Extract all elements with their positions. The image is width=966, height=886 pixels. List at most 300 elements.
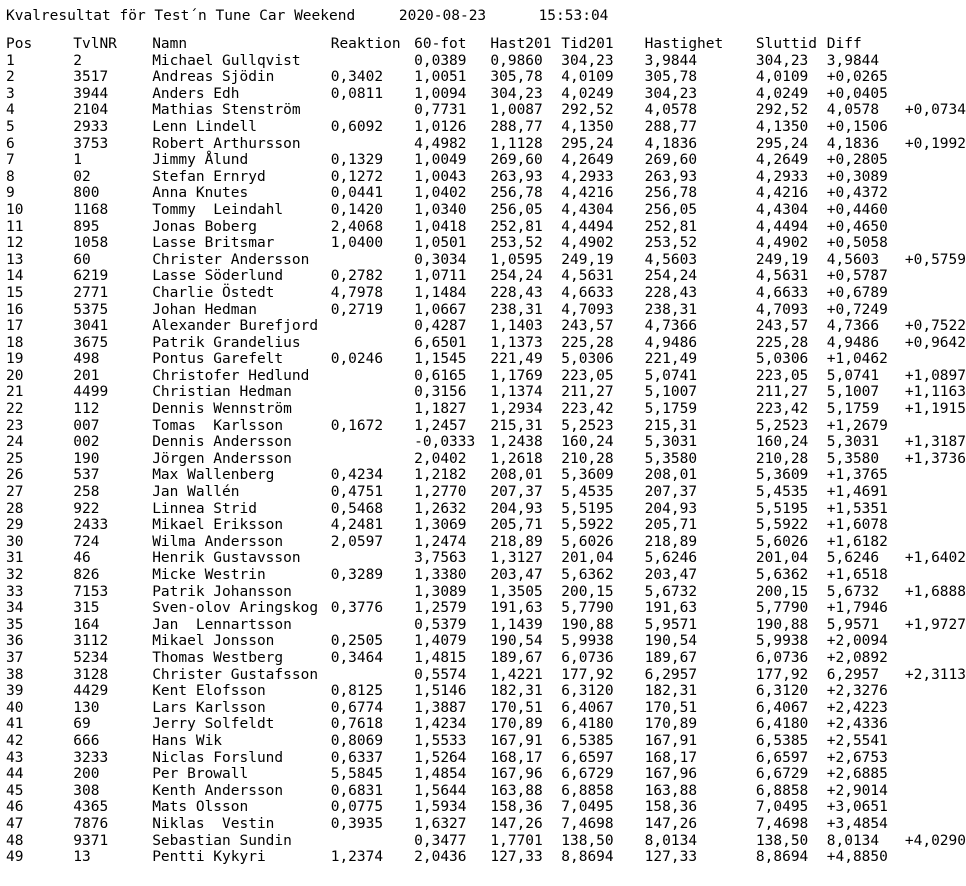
cell-tid201: 7,0495 — [561, 799, 614, 816]
cell-hast201: 1,2934 — [490, 401, 543, 418]
cell-tvlnr: 201 — [73, 367, 100, 384]
cell-hastighet: 170,89 — [644, 716, 698, 733]
cell-sluttid: 4,6633 — [755, 284, 809, 301]
cell-namn: Niclas Forslund — [152, 749, 284, 766]
cell-tid201: 7,4698 — [561, 815, 614, 832]
cell-tvlnr: 002 — [73, 434, 100, 451]
cell-sluttid: 5,5195 — [755, 500, 809, 517]
results-table — [6, 36, 966, 866]
cell-hastighet: 4,9486 — [644, 334, 698, 351]
cell-reaktion: 1,0400 — [330, 235, 384, 252]
cell-tid201: 6,4067 — [561, 699, 614, 716]
cell-sluttid: 200,15 — [755, 583, 809, 600]
cell-pos: 13 — [6, 251, 24, 268]
cell-pos: 3 — [6, 85, 15, 102]
table-row — [6, 467, 966, 484]
cell-sluttid: 4,2933 — [755, 168, 809, 185]
cell-diff: +0,4650 — [826, 218, 888, 235]
cell-tid201: 190,88 — [561, 616, 614, 633]
cell-tid201: 6,3120 — [561, 683, 614, 700]
table-row — [6, 550, 966, 567]
cell-reaktion: 0,0775 — [330, 799, 384, 816]
cell-hastighet: 3,9844 — [644, 52, 698, 69]
cell-tvlnr: 02 — [73, 168, 91, 185]
cell-tid201: 160,24 — [561, 434, 614, 451]
cell-hastighet: 189,67 — [644, 649, 698, 666]
cell-tid201: 304,23 — [561, 52, 614, 69]
cell-tvlnr: 7876 — [73, 815, 109, 832]
table-row — [6, 849, 966, 866]
cell-pos: 16 — [6, 301, 24, 318]
cell-pos: 40 — [6, 699, 24, 716]
cell-tid201: 5,3609 — [561, 467, 614, 484]
cell-reaktion: 0,2505 — [330, 633, 384, 650]
cell-pos: 36 — [6, 633, 24, 650]
cell-namn: Pontus Garefelt — [152, 351, 284, 368]
cell-reaktion: 1,2374 — [330, 849, 384, 866]
cell-pos: 35 — [6, 616, 24, 633]
table-row — [6, 484, 966, 501]
cell-namn: Hans Wik — [152, 732, 223, 749]
cell-hastighet: 170,51 — [644, 699, 698, 716]
cell-fot60: 0,5379 — [414, 616, 467, 633]
cell-fot60: 1,3887 — [414, 699, 467, 716]
cell-tvlnr: 800 — [73, 185, 100, 202]
cell-hast201: 288,77 — [490, 118, 543, 135]
cell-tid201: 5,5195 — [561, 500, 614, 517]
cell-hastighet: 127,33 — [644, 849, 698, 866]
cell-reaktion: 4,2481 — [330, 517, 384, 534]
cell-namn: Christer Andersson — [152, 251, 310, 268]
cell-diff: +1,5351 — [826, 500, 888, 517]
cell-namn: Andreas Sjödin — [152, 69, 275, 86]
cell-hastighet: 4,7366 — [644, 318, 698, 335]
cell-fot60: 1,0711 — [414, 268, 467, 285]
cell-fot60: 1,2457 — [414, 417, 467, 434]
cell-hastighet: 4,5603 — [644, 251, 698, 268]
cell-hastighet: 203,47 — [644, 567, 698, 583]
cell-diff: +2,5541 — [826, 732, 888, 749]
cell-diff: 4,9486 — [826, 334, 880, 351]
cell-fot60: 0,0389 — [414, 52, 467, 69]
results-table-body — [6, 53, 966, 866]
cell-reaktion: 0,1420 — [330, 201, 384, 218]
header-spacer-2 — [486, 8, 538, 24]
cell-tid201: 295,24 — [561, 135, 614, 152]
cell-tvlnr: 4429 — [73, 683, 109, 700]
cell-reaktion — [331, 53, 414, 70]
cell-hastighet: 205,71 — [644, 517, 698, 534]
cell-tvlnr: 13 — [73, 849, 91, 866]
cell-reaktion: 0,4234 — [330, 467, 384, 484]
cell-pos: 44 — [6, 766, 24, 783]
cell-fot60: 1,5146 — [414, 683, 467, 700]
cell-tvlnr: 4365 — [73, 799, 109, 816]
cell-diff: +2,6885 — [826, 766, 888, 783]
cell-diff: 6,2957 — [826, 666, 880, 683]
cell-tid201: 243,57 — [561, 318, 614, 335]
cell-hast201: 1,1128 — [490, 135, 543, 152]
cell-tid201: 6,6729 — [561, 766, 614, 783]
cell-hast201: 127,33 — [490, 849, 543, 866]
cell-hast201: 189,67 — [490, 649, 543, 666]
table-row — [6, 53, 966, 70]
cell-hast201: 304,23 — [490, 85, 543, 102]
table-row — [6, 202, 966, 219]
cell-hast201: 1,1374 — [490, 384, 543, 401]
cell-reaktion: 0,0246 — [330, 351, 384, 368]
table-row — [6, 136, 966, 153]
cell-tid201: 8,8694 — [561, 849, 614, 866]
cell-hastighet: 208,01 — [644, 467, 698, 484]
cell-pos: 17 — [6, 318, 24, 335]
cell-hast201: 191,63 — [490, 600, 543, 617]
cell-pos: 18 — [6, 334, 24, 351]
table-header-row — [6, 36, 966, 53]
cell-reaktion — [331, 584, 414, 601]
table-row — [6, 816, 966, 833]
cell-tvlnr: 190 — [73, 450, 100, 467]
cell-namn: Christer Gustafsson — [152, 666, 319, 683]
cell-hastighet: 215,31 — [644, 417, 698, 434]
cell-fot60: 1,0501 — [414, 235, 467, 252]
cell-reaktion: 0,3289 — [330, 567, 384, 583]
cell-fot60: 1,5934 — [414, 799, 467, 816]
cell-pos: 4 — [6, 102, 15, 119]
cell-hastighet: 167,96 — [644, 766, 698, 783]
cell-fot60: 1,4815 — [414, 649, 467, 666]
table-row — [6, 252, 966, 269]
cell-sluttid: 4,4902 — [755, 235, 809, 252]
cell-hastighet: 263,93 — [644, 168, 698, 185]
cell-tid201: 223,05 — [561, 367, 614, 384]
table-row — [6, 152, 966, 169]
column-header-tvlnr: TvlNR — [73, 36, 117, 52]
cell-diff2: +1,3187 — [904, 434, 966, 451]
cell-sluttid: 6,6729 — [755, 766, 809, 783]
cell-hast201: 190,54 — [490, 633, 543, 650]
cell-hast201: 208,01 — [490, 467, 543, 484]
cell-tid201: 4,4902 — [561, 235, 614, 252]
cell-pos: 37 — [6, 649, 24, 666]
cell-tid201: 5,7790 — [561, 600, 614, 617]
cell-pos: 5 — [6, 118, 15, 135]
table-row — [6, 102, 966, 119]
cell-diff: 3,9844 — [826, 52, 880, 69]
cell-sluttid: 201,04 — [755, 550, 809, 567]
cell-namn: Jonas Boberg — [152, 218, 257, 235]
cell-pos: 20 — [6, 367, 24, 384]
cell-sluttid: 211,27 — [755, 384, 809, 401]
cell-fot60: 1,4079 — [414, 633, 467, 650]
table-row — [6, 700, 966, 717]
cell-reaktion — [331, 102, 414, 119]
cell-fot60: 1,3069 — [414, 517, 467, 534]
cell-diff: +1,6182 — [826, 533, 888, 550]
cell-pos: 42 — [6, 732, 24, 749]
cell-tid201: 5,6362 — [561, 567, 614, 583]
table-row — [6, 633, 966, 650]
cell-tvlnr: 922 — [73, 500, 100, 517]
cell-tid201: 4,4494 — [561, 218, 614, 235]
column-header-hast201: Hast201 — [490, 36, 552, 52]
cell-namn: Kenth Andersson — [152, 782, 284, 799]
cell-hast201: 1,3505 — [490, 583, 543, 600]
cell-hast201: 263,93 — [490, 168, 543, 185]
cell-diff: +0,4372 — [826, 185, 888, 202]
cell-sluttid: 6,6597 — [755, 749, 809, 766]
cell-pos: 11 — [6, 218, 24, 235]
cell-hastighet: 305,78 — [644, 69, 698, 86]
cell-namn: Alexander Burefjord — [152, 318, 319, 335]
cell-pos: 7 — [6, 152, 15, 169]
cell-reaktion — [331, 401, 414, 418]
cell-pos: 26 — [6, 467, 24, 484]
cell-hast201: 218,89 — [490, 533, 543, 550]
cell-namn: Henrik Gustavsson — [152, 550, 301, 567]
cell-reaktion: 0,6831 — [330, 782, 384, 799]
column-header-pos: Pos — [6, 36, 33, 52]
cell-fot60: 0,3156 — [414, 384, 467, 401]
table-row — [6, 119, 966, 136]
cell-tvlnr: 2433 — [73, 517, 109, 534]
cell-diff2: +1,3736 — [904, 450, 966, 467]
cell-namn: Lasse Britsmar — [152, 235, 275, 252]
cell-diff2: +1,0897 — [904, 367, 966, 384]
cell-pos: 19 — [6, 351, 24, 368]
cell-diff2: +1,6888 — [904, 583, 966, 600]
cell-hastighet: 253,52 — [644, 235, 698, 252]
table-row — [6, 451, 966, 468]
cell-hast201: 167,91 — [490, 732, 543, 749]
cell-sluttid: 4,4216 — [755, 185, 809, 202]
cell-hast201: 1,2438 — [490, 434, 543, 451]
cell-tvlnr: 2933 — [73, 118, 109, 135]
cell-diff: +0,2805 — [826, 152, 888, 169]
cell-reaktion — [331, 368, 414, 385]
cell-tvlnr: 498 — [73, 351, 100, 368]
cell-reaktion — [331, 550, 414, 567]
cell-pos: 21 — [6, 384, 24, 401]
cell-diff: +0,3089 — [826, 168, 888, 185]
cell-diff2: +1,1915 — [904, 401, 966, 418]
cell-namn: Christian Hedman — [152, 384, 292, 401]
cell-hast201: 170,51 — [490, 699, 543, 716]
cell-namn: Jimmy Ålund — [152, 152, 249, 169]
cell-hast201: 1,2618 — [490, 450, 543, 467]
cell-sluttid: 8,8694 — [755, 849, 809, 866]
cell-hast201: 269,60 — [490, 152, 543, 169]
cell-fot60: 6,6501 — [414, 334, 467, 351]
cell-hastighet: 5,3580 — [644, 450, 698, 467]
cell-tid201: 5,4535 — [561, 484, 614, 501]
report-date: 2020-08-23 — [398, 8, 487, 24]
cell-fot60: 1,5644 — [414, 782, 467, 799]
cell-tvlnr: 826 — [73, 567, 100, 583]
cell-hastighet: 207,37 — [644, 484, 698, 501]
cell-fot60: 1,2579 — [414, 600, 467, 617]
table-row — [6, 766, 966, 783]
cell-namn: Stefan Ernryd — [152, 168, 266, 185]
cell-reaktion: 0,2782 — [330, 268, 384, 285]
cell-hastighet: 269,60 — [644, 152, 698, 169]
cell-tvlnr: 308 — [73, 782, 100, 799]
cell-tid201: 177,92 — [561, 666, 614, 683]
cell-namn: Lasse Söderlund — [152, 268, 284, 285]
cell-tvlnr: 2771 — [73, 284, 109, 301]
cell-namn: Mathias Stenström — [152, 102, 301, 119]
cell-diff: +1,2679 — [826, 417, 888, 434]
cell-tvlnr: 200 — [73, 766, 100, 783]
table-row — [6, 285, 966, 302]
cell-diff: 5,9571 — [826, 616, 880, 633]
cell-hast201: 204,93 — [490, 500, 543, 517]
cell-sluttid: 5,6026 — [755, 533, 809, 550]
cell-fot60: 1,0402 — [414, 185, 467, 202]
header-spacer-1 — [355, 8, 399, 24]
cell-hastighet: 5,1007 — [644, 384, 698, 401]
cell-pos: 15 — [6, 284, 24, 301]
cell-diff2: +1,1163 — [904, 384, 966, 401]
cell-sluttid: 5,2523 — [755, 417, 809, 434]
cell-sluttid: 4,2649 — [755, 152, 809, 169]
cell-sluttid: 5,7790 — [755, 600, 809, 617]
cell-diff: +2,4336 — [826, 716, 888, 733]
cell-pos: 34 — [6, 600, 24, 617]
cell-namn: Sven-olov Aringskog — [152, 600, 319, 617]
table-row — [6, 683, 966, 700]
cell-reaktion: 0,6337 — [330, 749, 384, 766]
cell-hast201: 238,31 — [490, 301, 543, 318]
cell-hastighet: 167,91 — [644, 732, 698, 749]
cell-hastighet: 304,23 — [644, 85, 698, 102]
cell-pos: 39 — [6, 683, 24, 700]
cell-diff: +3,0651 — [826, 799, 888, 816]
cell-hast201: 256,05 — [490, 201, 543, 218]
cell-pos: 49 — [6, 849, 24, 866]
cell-diff2: +0,1992 — [904, 135, 966, 152]
cell-reaktion — [331, 451, 414, 468]
cell-hastighet: 238,31 — [644, 301, 698, 318]
cell-reaktion: 0,4751 — [330, 484, 384, 501]
cell-fot60: 1,0049 — [414, 152, 467, 169]
cell-diff: +2,9014 — [826, 782, 888, 799]
cell-sluttid: 5,3609 — [755, 467, 809, 484]
cell-sluttid: 6,4180 — [755, 716, 809, 733]
cell-hastighet: 4,0578 — [644, 102, 698, 119]
table-row — [6, 617, 966, 634]
cell-sluttid: 6,4067 — [755, 699, 809, 716]
cell-tid201: 6,6597 — [561, 749, 614, 766]
cell-hast201: 1,4221 — [490, 666, 543, 683]
cell-tvlnr: 112 — [73, 401, 100, 418]
cell-pos: 43 — [6, 749, 24, 766]
cell-sluttid: 4,7093 — [755, 301, 809, 318]
cell-diff2: +0,0734 — [904, 102, 966, 119]
cell-sluttid: 223,05 — [755, 367, 809, 384]
cell-tid201: 6,5385 — [561, 732, 614, 749]
cell-tvlnr: 724 — [73, 533, 100, 550]
cell-hast201: 221,49 — [490, 351, 543, 368]
cell-tid201: 138,50 — [561, 832, 614, 849]
cell-reaktion: 0,6774 — [330, 699, 384, 716]
cell-hast201: 147,26 — [490, 815, 543, 832]
cell-hast201: 1,1373 — [490, 334, 543, 351]
cell-hast201: 228,43 — [490, 284, 543, 301]
cell-fot60: 1,5264 — [414, 749, 467, 766]
table-row — [6, 799, 966, 816]
cell-tvlnr: 258 — [73, 484, 100, 501]
cell-hast201: 215,31 — [490, 417, 543, 434]
cell-fot60: 0,4287 — [414, 318, 467, 335]
cell-sluttid: 190,88 — [755, 616, 809, 633]
cell-fot60: 1,2182 — [414, 467, 467, 484]
cell-tvlnr: 6219 — [73, 268, 109, 285]
cell-tvlnr: 2 — [73, 52, 82, 69]
table-row — [6, 418, 966, 435]
cell-tvlnr: 7153 — [73, 583, 109, 600]
cell-tvlnr: 1168 — [73, 201, 109, 218]
cell-hast201: 253,52 — [490, 235, 543, 252]
column-header-diff: Diff — [826, 36, 862, 52]
cell-hast201: 1,1403 — [490, 318, 543, 335]
cell-diff: 8,0134 — [826, 832, 880, 849]
cell-diff: 5,0741 — [826, 367, 880, 384]
cell-sluttid: 4,4494 — [755, 218, 809, 235]
cell-sluttid: 4,5631 — [755, 268, 809, 285]
table-row — [6, 833, 966, 850]
cell-fot60: 1,0051 — [414, 69, 467, 86]
cell-tvlnr: 3041 — [73, 318, 109, 335]
cell-sluttid: 177,92 — [755, 666, 809, 683]
cell-fot60: 1,4234 — [414, 716, 467, 733]
cell-pos: 47 — [6, 815, 24, 832]
cell-sluttid: 210,28 — [755, 450, 809, 467]
cell-reaktion: 0,1329 — [330, 152, 384, 169]
cell-hastighet: 218,89 — [644, 533, 698, 550]
table-row — [6, 401, 966, 418]
cell-pos: 22 — [6, 401, 24, 418]
cell-namn: Patrik Johansson — [152, 583, 292, 600]
cell-fot60: -0,0333 — [414, 434, 476, 451]
cell-sluttid: 304,23 — [755, 52, 809, 69]
cell-fot60: 1,0094 — [414, 85, 467, 102]
cell-diff: +0,6789 — [826, 284, 888, 301]
cell-pos: 38 — [6, 666, 24, 683]
cell-reaktion — [331, 318, 414, 335]
cell-fot60: 1,1827 — [414, 401, 467, 418]
cell-sluttid: 6,0736 — [755, 649, 809, 666]
cell-fot60: 1,0043 — [414, 168, 467, 185]
cell-diff: +2,0094 — [826, 633, 888, 650]
cell-tid201: 5,9938 — [561, 633, 614, 650]
cell-reaktion: 0,5468 — [330, 500, 384, 517]
cell-diff: +2,3276 — [826, 683, 888, 700]
cell-reaktion: 2,0597 — [330, 533, 384, 550]
cell-diff2: +4,0290 — [904, 832, 966, 849]
cell-namn: Michael Gullqvist — [152, 52, 301, 69]
cell-tvlnr: 3112 — [73, 633, 109, 650]
cell-diff: +4,8850 — [826, 849, 888, 866]
cell-fot60: 1,3380 — [414, 567, 467, 583]
cell-hast201: 252,81 — [490, 218, 543, 235]
cell-namn: Dennis Andersson — [152, 434, 292, 451]
cell-sluttid: 5,0306 — [755, 351, 809, 368]
cell-pos: 46 — [6, 799, 24, 816]
cell-hastighet: 256,78 — [644, 185, 698, 202]
table-row — [6, 318, 966, 335]
cell-tid201: 201,04 — [561, 550, 614, 567]
